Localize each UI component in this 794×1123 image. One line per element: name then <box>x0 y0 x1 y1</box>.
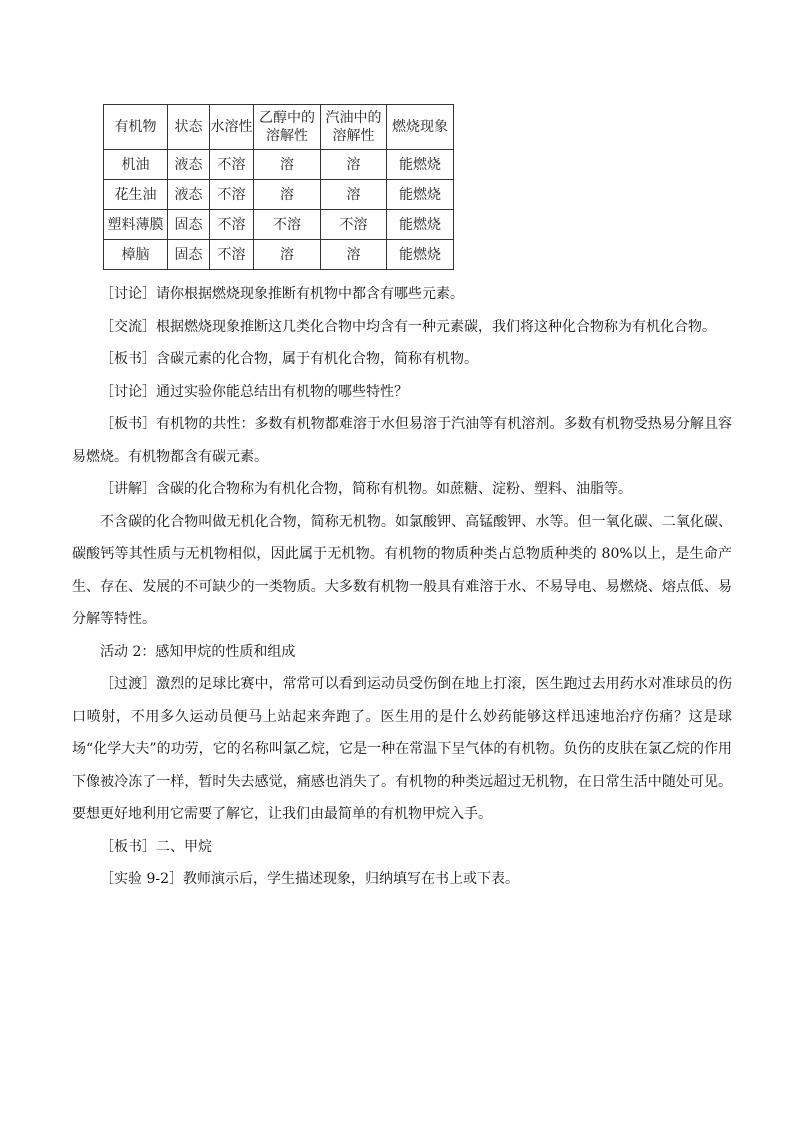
table-header-cell: 乙醇中的溶解性 <box>254 105 321 150</box>
board-note-paragraph: ［板书］二、甲烷 <box>100 838 212 855</box>
table-cell: 不溶 <box>210 150 254 180</box>
table-cell: 固态 <box>168 240 210 270</box>
table-header-cell: 有机物 <box>104 105 168 150</box>
table-cell: 溶 <box>254 240 321 270</box>
table-cell: 花生油 <box>104 180 168 210</box>
table-cell: 能燃烧 <box>387 180 454 210</box>
table-cell: 不溶 <box>210 210 254 240</box>
board-note-paragraph: ［板书］含碳元素的化合物，属于有机化合物，简称有机物。 <box>100 351 478 367</box>
table-cell: 液态 <box>168 180 210 210</box>
table-cell: 溶 <box>321 180 387 210</box>
discussion-paragraph: ［讨论］请你根据燃烧现象推断有机物中都含有哪些元素。 <box>100 286 464 302</box>
table-cell: 塑料薄膜 <box>104 210 168 240</box>
table-cell: 溶 <box>321 150 387 180</box>
table-header-cell: 水溶性 <box>210 105 254 150</box>
table-cell: 液态 <box>168 150 210 180</box>
table-cell: 固态 <box>168 210 210 240</box>
table-cell: 不溶 <box>254 210 321 240</box>
experiment-paragraph: ［实验 9-2］教师演示后，学生描述现象，归纳填写在书上或下表。 <box>100 871 519 887</box>
activity-heading: 活动 2：感知甲烷的性质和组成 <box>100 643 296 660</box>
table-cell: 能燃烧 <box>387 210 454 240</box>
table-row <box>104 240 454 270</box>
discussion-paragraph: ［讨论］通过实验你能总结出有机物的哪些特性？ <box>100 383 408 400</box>
lesson-body-text <box>72 278 732 896</box>
table-header-row <box>104 105 454 150</box>
table-cell: 不溶 <box>210 240 254 270</box>
table-cell: 溶 <box>254 150 321 180</box>
table-cell: 溶 <box>321 240 387 270</box>
table-row <box>104 150 454 180</box>
organic-properties-table <box>103 104 454 270</box>
board-note-paragraph: ［板书］有机物的共性：多数有机物都难溶于水但易溶于汽油等有机溶剂。多数有机物受热易分解且容易燃烧。有机物都含有碳元素。 <box>72 416 732 465</box>
transition-paragraph: ［过渡］激烈的足球比赛中，常常可以看到运动员受伤倒在地上打滚，医生跑过去用药水对准球员的伤口喷射，不用多久运动员便马上站起来奔跑了。医生用的是什么妙药能够这样迅速地治疗伤痛？这是球场“化学大夫”的功劳，它的名称叫氯乙烷，它是一种在常温下呈气体的有机物。负伤的皮肤在氯乙烷的作用下像被冷冻了一样，暂时失去感觉，痛感也消失了。有机物的种类远超过无机物，在日常生活中随处可见。要想更好地利用它需要了解它，让我们由最简单的有机物甲烷入手。 <box>72 676 732 822</box>
table-row <box>104 210 454 240</box>
table-header-cell: 状态 <box>168 105 210 150</box>
table-cell: 不溶 <box>210 180 254 210</box>
table-row <box>104 180 454 210</box>
table-header-cell: 汽油中的溶解性 <box>321 105 387 150</box>
explanation-paragraph: ［讲解］含碳的化合物称为有机化合物，简称有机物。如蔗糖、淀粉、塑料、油脂等。 <box>100 481 632 497</box>
table-cell: 樟脑 <box>104 240 168 270</box>
exchange-paragraph: ［交流］根据燃烧现象推断这几类化合物中均含有一种元素碳，我们将这种化合物称为有机化合物。 <box>100 318 716 335</box>
table-cell: 不溶 <box>321 210 387 240</box>
table-cell: 能燃烧 <box>387 150 454 180</box>
table-cell: 能燃烧 <box>387 240 454 270</box>
table-cell: 机油 <box>104 150 168 180</box>
body-paragraph: 不含碳的化合物叫做无机化合物，简称无机物。如氯酸钾、高锰酸钾、水等。但一氧化碳、二氧化碳、碳酸钙等其性质与无机物相似，因此属于无机物。有机物的物质种类占总物质种类的 80%以上，是生命产生、存在、发展的不可缺少的一类物质。大多数有机物一般具有难溶于水、不易导电、易燃烧、熔点低、易分解等特性。 <box>72 513 732 627</box>
table-cell: 溶 <box>254 180 321 210</box>
table-header-cell: 燃烧现象 <box>387 105 454 150</box>
